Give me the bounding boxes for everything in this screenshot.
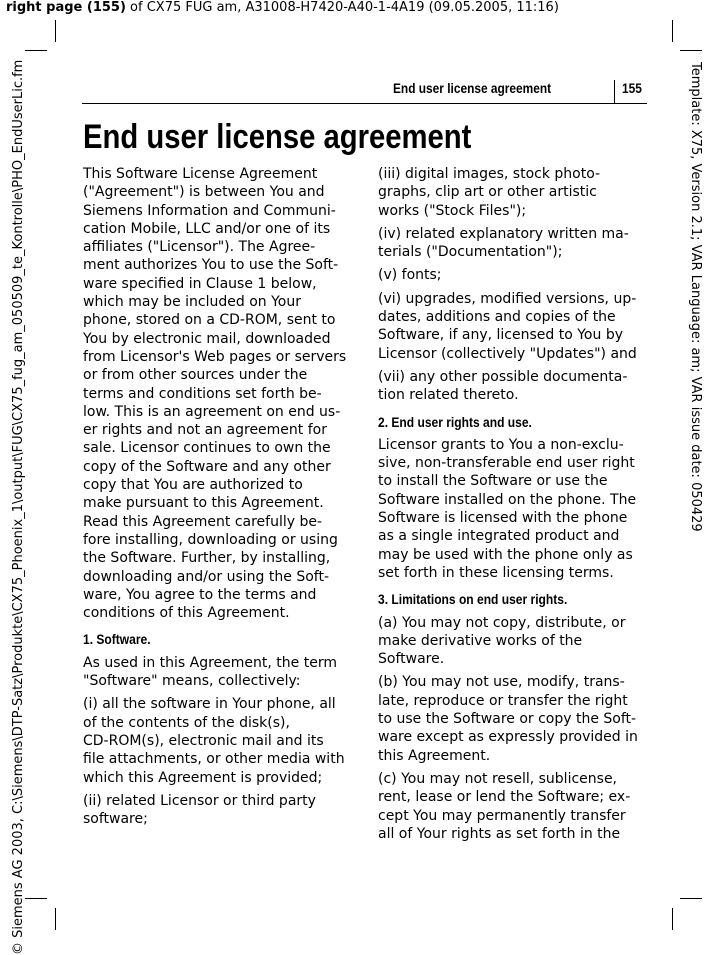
paragraph [378, 673, 645, 764]
text-line: sale. Licensor continues to own the [83, 440, 331, 457]
print-slug [6, 0, 559, 15]
crop-mark-top-right-h [680, 50, 702, 51]
text-line: Siemens Information and Communi- [83, 202, 336, 219]
paragraph [83, 695, 350, 786]
crop-mark-bottom-left-h [25, 898, 47, 899]
text-line: downloading and/or using the Soft- [83, 568, 329, 585]
text-line: ware, You agree to the terms and [83, 586, 317, 603]
text-line: (i) all the software in Your phone, all [83, 696, 336, 713]
crop-mark-top-left-h [25, 50, 47, 51]
text-line: Software. [378, 651, 445, 668]
print-slug-page: right page (155) [6, 0, 126, 15]
section-heading: 3. Limitations on end user rights. [378, 591, 568, 608]
text-line: CD-ROM(s), electronic mail and its [83, 732, 324, 749]
text-line: Software, if any, licensed to You by [378, 327, 623, 344]
page-title: End user license agreement [83, 118, 472, 156]
text-line: ware specified in Clause 1 below, [83, 275, 317, 292]
text-line: to use the Software or copy the Soft- [378, 711, 637, 728]
paragraph [378, 290, 645, 363]
text-line: phone, stored on a CD-ROM, sent to [83, 312, 336, 329]
text-line: cept You may permanently transfer [378, 807, 626, 824]
paragraph [378, 225, 645, 262]
paragraph [378, 368, 645, 405]
text-line: conditions of this Agreement. [83, 605, 290, 622]
text-line: file attachments, or other media with [83, 751, 345, 768]
text-line: terms and conditions set forth be- [83, 385, 322, 402]
running-head-title: End user license agreement [393, 80, 552, 96]
text-line: ment authorizes You to use the Soft- [83, 257, 339, 274]
text-line: copy of the Software and any other [83, 458, 331, 475]
text-line: this Agreement. [378, 747, 491, 764]
paragraph [83, 165, 350, 622]
paragraph [378, 614, 645, 669]
paragraph [378, 770, 645, 843]
page-number-divider [614, 80, 615, 103]
left-column [83, 165, 350, 833]
text-line: or from other sources under the [83, 367, 308, 384]
paragraph [378, 165, 645, 220]
text-line: ware except as expressly provided in [378, 729, 638, 746]
text-line: Software is licensed with the phone [378, 510, 628, 527]
right-column [378, 165, 645, 848]
text-line: terials ("Documentation"); [378, 244, 563, 261]
text-line: fore installing, downloading or using [83, 531, 338, 548]
section-heading: 2. End user rights and use. [378, 413, 532, 430]
text-line: the Software. Further, by installing, [83, 550, 331, 567]
paragraph [378, 266, 645, 284]
text-line: software; [83, 811, 148, 828]
text-line: (vii) any other possible documenta- [378, 368, 628, 385]
print-slug-info: of CX75 FUG am, A31008-H7420-A40-1-4A19 (09.05.2005, 11:16) [125, 0, 559, 15]
crop-mark-top-right-v [672, 20, 673, 42]
text-line: which this Agreement is provided; [83, 769, 323, 786]
section-heading: 1. Software. [83, 631, 151, 648]
text-line: late, reproduce or transfer the right [378, 692, 628, 709]
text-line: sive, non-transferable end user right [378, 455, 635, 472]
crop-mark-bottom-left-v [55, 908, 56, 930]
text-line: cation Mobile, LLC and/or one of its [83, 220, 331, 237]
text-line: low. This is an agreement on end us- [83, 403, 341, 420]
text-line: graphs, clip art or other artistic [378, 184, 597, 201]
text-line: "Software" means, collectively: [83, 673, 301, 690]
text-line: er rights and not an agreement for [83, 422, 327, 439]
copyright-file-path: © Siemens AG 2003, C:\Siemens\DTP-Satz\Produkte\CX75_Phoenix_1\output\FUG\CX75_fug_am_050509_te_Kontrolle\PHO_EndUserLic.fm [11, 59, 26, 955]
page-number: 155 [622, 80, 642, 96]
text-line: Software installed on the phone. The [378, 491, 637, 508]
text-line: (a) You may not copy, distribute, or [378, 614, 626, 631]
text-line: set forth in these licensing terms. [378, 564, 614, 581]
text-line: (vi) upgrades, modified versions, up- [378, 290, 637, 307]
text-line: affiliates ("Licensor"). The Agree- [83, 239, 316, 256]
crop-mark-bottom-right-v [672, 908, 673, 930]
text-line: (ii) related Licensor or third party [83, 792, 316, 809]
paragraph [83, 654, 350, 691]
text-line: all of Your rights as set forth in the [378, 825, 621, 842]
text-line: tion related thereto. [378, 387, 519, 404]
text-line: This Software License Agreement [83, 166, 318, 182]
text-line: ("Agreement") is between You and [83, 184, 325, 201]
text-line: make pursuant to this Agreement. [83, 495, 324, 512]
text-line: As used in this Agreement, the term [83, 654, 337, 671]
text-line: may be used with the phone only as [378, 546, 633, 563]
text-line: (b) You may not use, modify, trans- [378, 674, 625, 691]
text-line: rent, lease or lend the Software; ex- [378, 789, 631, 806]
template-info: Template: X75, Version 2.1; VAR Language: am; VAR issue date: 050429 [688, 62, 703, 532]
text-line: which may be included on Your [83, 294, 301, 311]
paragraph [83, 792, 350, 829]
text-line: copy that You are authorized to [83, 477, 303, 494]
text-line: Read this Agreement carefully be- [83, 513, 323, 530]
text-line: dates, additions and copies of the [378, 309, 616, 326]
text-line: (c) You may not resell, sublicense, [378, 770, 618, 787]
text-line: (iv) related explanatory written ma- [378, 225, 629, 242]
paragraph [378, 436, 645, 582]
text-line: make derivative works of the [378, 632, 583, 649]
text-line: of the contents of the disk(s), [83, 714, 290, 731]
text-line: Licensor grants to You a non-exclu- [378, 436, 624, 453]
text-line: works ("Stock Files"); [378, 202, 527, 219]
text-line: as a single integrated product and [378, 528, 620, 545]
text-line: Licensor (collectively "Updates") and [378, 345, 637, 362]
text-line: from Licensor's Web pages or servers [83, 348, 347, 365]
text-line: (v) fonts; [378, 267, 442, 284]
text-line: (iii) digital images, stock photo- [378, 166, 601, 182]
crop-mark-top-left-v [55, 20, 56, 42]
text-line: to install the Software or use the [378, 473, 608, 490]
text-line: You by electronic mail, downloaded [83, 330, 331, 347]
header-rule [82, 103, 647, 104]
